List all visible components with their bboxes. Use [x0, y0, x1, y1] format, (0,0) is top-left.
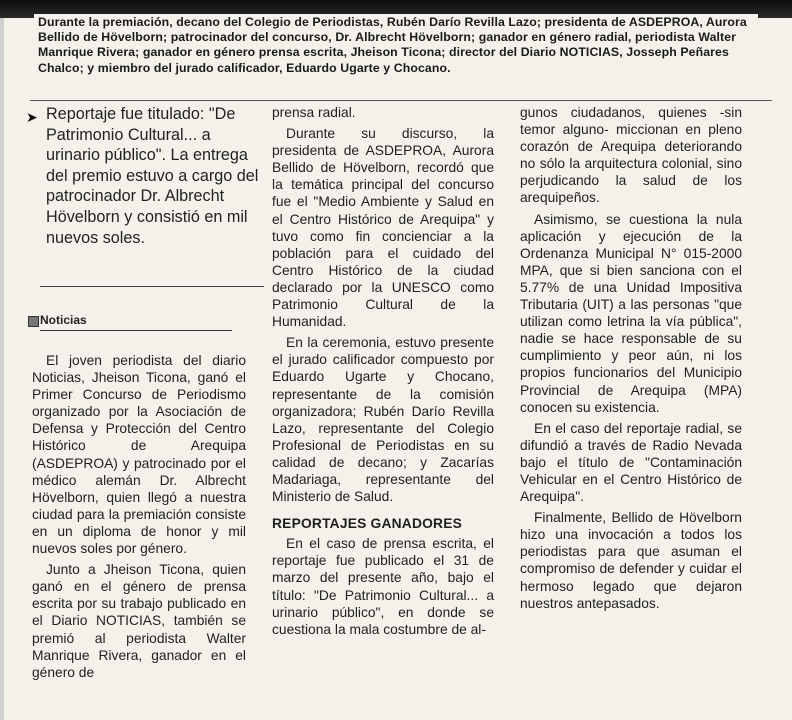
- paragraph: Asimismo, se cuestiona la nula aplicación y ejecución de la Ordenanza Municipal N° 015-2000 MPA, que si bien sanciona con el 5.77% de una Unidad Impositiva Tributaria (UIT) a las personas "que utilizan como letrina la vía pública", nadie se hace responsable de su cumplimiento y peor aún, ni los propios funcionarios del Municipio Provincial de Arequipa (MPA) conocen su existencia.: [520, 211, 742, 415]
- section-marker-icon: [28, 316, 39, 327]
- section-divider: [40, 330, 232, 331]
- article-column-3: [520, 104, 742, 616]
- pull-quote-divider: [40, 286, 264, 287]
- paragraph: Durante su discurso, la presidenta de ASDEPROA, Aurora Bellido de Hövelborn, recordó que la temática principal del concurso fue el "Medio Ambiente y Salud en el Centro Histórico de Arequipa" y tuvo como fin concienciar a la población para el cuidado del Centro Histórico de la ciudad declarado por la UNESCO como Patrimonio Cultural de la Humanidad.: [272, 126, 494, 330]
- article-column-2: [272, 104, 494, 642]
- arrow-bullet-icon: ➤: [26, 109, 38, 125]
- section-label: Noticias: [40, 313, 87, 327]
- paragraph: El joven periodista del diario Noticias, Jheison Ticona, ganó el Primer Concurso de Periodismo organizado por la Asociación de Defensa y Protección del Centro Histórico de Arequipa (ASDEPROA) y patrocinado por el médico alemán Dr. Albrecht Hövelborn, quien llegó a nuestra ciudad para la premiación consiste en un diploma de honor y mil nuevos soles por género.: [32, 353, 246, 557]
- paragraph: En el caso de prensa escrita, el reportaje fue publicado el 31 de marzo del presente año, bajo el título: "De Patrimonio Cultural... a urinario público", en donde se cuestiona la mala costumbre de al-: [272, 536, 494, 637]
- pull-quote: [26, 104, 268, 248]
- paragraph: En la ceremonia, estuvo presente el jurado calificador compuesto por Eduardo Ugarte y Chocano, representante de la comisión organizadora; Rubén Darío Revilla Lazo, representante del Colegio Profesional de Periodistas en su calidad de decano; y Zacarías Madariaga, representante del Ministerio de Salud.: [272, 335, 494, 505]
- subheading: REPORTAJES GANADORES: [272, 516, 463, 532]
- paragraph: En el caso del reportaje radial, se difundió a través de Radio Nevada bajo el título de "Contaminación Vehicular en el Centro Histórico de Arequipa".: [520, 420, 742, 505]
- paragraph: prensa radial.: [272, 105, 356, 120]
- paragraph: gunos ciudadanos, quienes -sin temor alguno- miccionan en pleno corazón de Arequipa deteriorando no sólo la arquitectura colonial, sino perjudicando la salud de los arequipeños.: [520, 105, 742, 206]
- page-edge-shadow: [0, 0, 4, 720]
- article-column-1: [32, 352, 246, 685]
- caption-divider: [30, 100, 772, 101]
- pull-quote-text: Reportaje fue titulado: "De Patrimonio Cultural... a urinario público". La entrega del premio estuvo a cargo del patrocinador Dr. Albrecht Hövelborn y consistió en mil nuevos soles.: [46, 105, 259, 247]
- photo-caption: Durante la premiación, decano del Colegio de Periodistas, Rubén Darío Revilla Lazo; presidenta de ASDEPROA, Aurora Bellido de Hövelborn; patrocinador del concurso, Dr. Albrecht Hövelborn; ganador en género radial, periodista Walter Manrique Rivera; ganador en género prensa escrita, Jheison Ticona; director del Diario NOTICIAS, Josseph Peñares Chalco; y miembro del jurado calificador, Eduardo Ugarte y Chocano.: [34, 14, 758, 76]
- paragraph: Junto a Jheison Ticona, quien ganó en el género de prensa escrita por su trabajo publicado en el Diario NOTICIAS, también se premió al periodista Walter Manrique Rivera, ganador en el género de: [32, 562, 246, 680]
- paragraph: Finalmente, Bellido de Hövelborn hizo una invocación a todos los periodistas para que asuman el compromiso de defender y cuidar el hermoso legado que dejaron nuestros antepasados.: [520, 510, 742, 611]
